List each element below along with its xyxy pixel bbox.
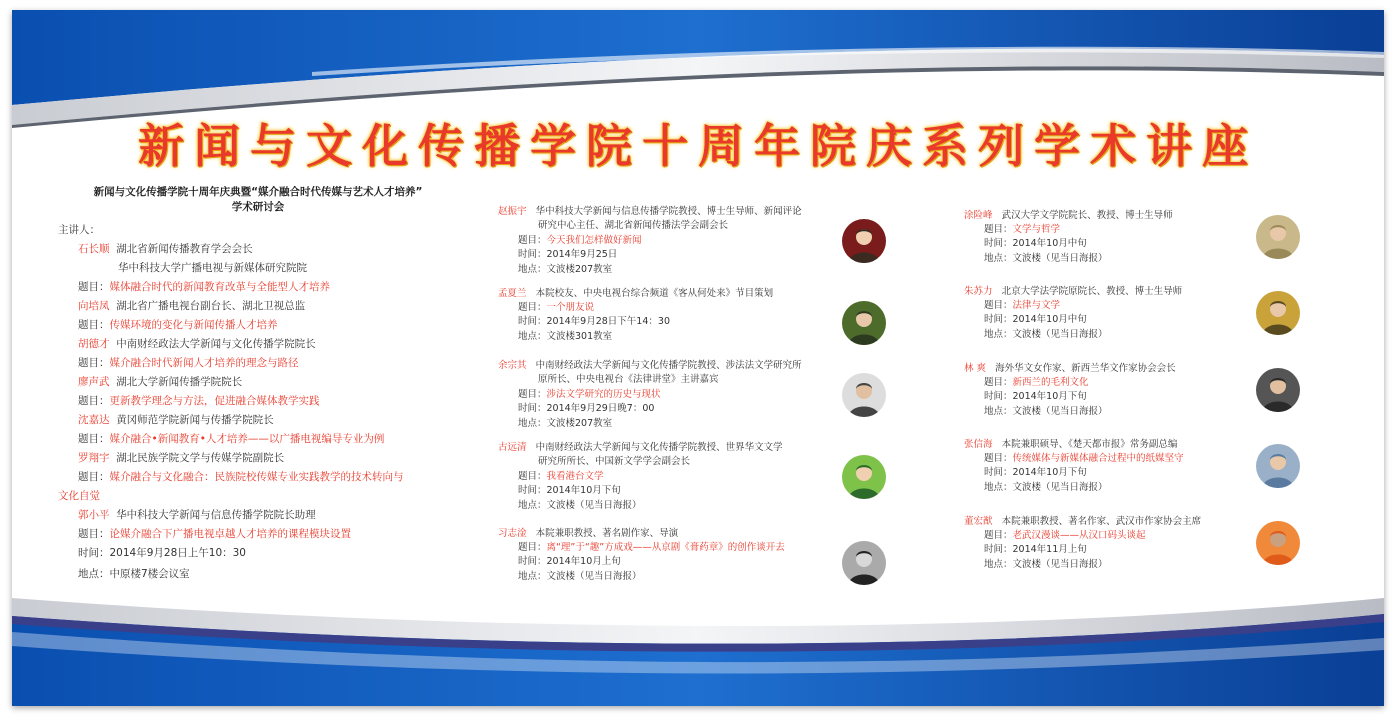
lecturer-photo — [1256, 368, 1300, 412]
speaker-affiliation: 湖北省广播电视台副台长、湖北卫视总监 — [116, 300, 306, 312]
speaker-name: 罗翔宇 — [78, 452, 110, 464]
lecturer-affiliation: 研究所所长、中国新文学学会副会长 — [538, 456, 691, 467]
lecture-line — [984, 541, 1087, 555]
lecturer-name: 朱苏力 — [964, 286, 993, 297]
lecture-line — [984, 311, 1087, 325]
lecturer-photo — [842, 541, 886, 585]
topic-line — [78, 282, 330, 293]
topic-label: 题目： — [78, 319, 110, 331]
symposium-heading: 新闻与文化传播学院十周年庆典暨“媒介融合时代传媒与艺术人才培养” — [93, 186, 423, 198]
poster-title: 新闻与文化传播学院十周年院庆系列学术讲座 — [138, 119, 1258, 173]
lecture-line — [518, 468, 604, 482]
topic-text: 媒体融合时代的新闻教育改革与全能型人才培养 — [109, 281, 330, 293]
topic-label: 题目： — [78, 433, 110, 445]
lecture-line — [984, 403, 1108, 417]
lecture-line — [984, 374, 1089, 388]
lecture-line — [498, 439, 783, 453]
speaker-entry — [78, 339, 316, 350]
lecture-time: 时间：2014年10月下旬 — [984, 391, 1087, 402]
lecture-time: 时间：2014年9月28日下午14：30 — [518, 316, 670, 327]
topic-label: 题目： — [78, 357, 110, 369]
lecture-line — [518, 386, 661, 400]
topic-line — [78, 434, 384, 445]
lecturer-affiliation: 北京大学法学院原院长、教授、博士生导师 — [1001, 286, 1183, 297]
lecture-line — [518, 246, 617, 260]
lecturer-name: 董宏猷 — [964, 516, 993, 527]
lecturer-name: 赵振宇 — [498, 206, 527, 217]
topic-text: 涉法文学研究的历史与现状 — [546, 389, 661, 400]
topic-text-continued: 文化自觉 — [58, 490, 100, 502]
lecturer-photo — [842, 455, 886, 499]
topic-line — [78, 396, 320, 407]
lecture-line — [964, 283, 1182, 297]
lecturer-photo — [842, 373, 886, 417]
speaker-affiliation: 湖北民族学院文学与传媒学院副院长 — [116, 452, 285, 464]
lecture-line — [518, 553, 621, 567]
lecture-line — [538, 217, 728, 231]
lecturer-photo — [1256, 521, 1300, 565]
topic-line — [78, 320, 278, 331]
speaker-name: 石长顺 — [78, 243, 110, 255]
lecture-line — [984, 556, 1108, 570]
topic-text: 一个朋友说 — [546, 302, 595, 313]
lecturer-name: 涂险峰 — [964, 210, 993, 221]
lecture-line — [984, 388, 1087, 402]
topic-text: 离“理”于“趣”方成戏——从京剧《膏药章》的创作谈开去 — [546, 542, 785, 553]
speaker-name: 廖声武 — [78, 376, 110, 388]
lecturer-photo — [842, 301, 886, 345]
speaker-name: 沈嘉达 — [78, 414, 110, 426]
lecture-place: 地点：文波楼301教室 — [518, 331, 613, 342]
speaker-affiliation: 中南财经政法大学新闻与文化传播学院院长 — [116, 338, 316, 350]
speaker-entry — [78, 377, 242, 388]
symposium-place: 地点：中原楼7楼会议室 — [78, 568, 190, 580]
lecture-line — [964, 513, 1201, 527]
lecture-line — [538, 371, 719, 385]
lecture-line — [984, 464, 1087, 478]
topic-label: 题目： — [78, 281, 110, 293]
speaker-affiliation: 华中科技大学广播电视与新媒体研究院院 — [118, 262, 307, 274]
poster-board — [12, 10, 1384, 706]
lecturer-affiliation: 武汉大学文学院院长、教授、博士生导师 — [1001, 210, 1173, 221]
lecture-line — [538, 453, 690, 467]
topic-label: 题目： — [78, 395, 110, 407]
speaker-name: 胡德才 — [78, 338, 110, 350]
lecturer-name: 古远清 — [498, 442, 527, 453]
lecturer-affiliation: 研究中心主任、湖北省新闻传播法学会副会长 — [538, 220, 729, 231]
topic-text: 今天我们怎样做好新闻 — [546, 235, 642, 246]
speaker-affiliation: 湖北大学新闻传播学院院长 — [116, 376, 243, 388]
topic-label: 题目： — [518, 471, 547, 482]
speaker-entry — [78, 301, 305, 312]
topic-text: 传统媒体与新媒体融合过程中的纸媒坚守 — [1012, 453, 1184, 464]
speaker-affiliation: 湖北省新闻传播教育学会会长 — [116, 243, 253, 255]
lecture-place: 地点：文波楼（见当日海报） — [518, 571, 642, 582]
lecture-line — [984, 450, 1184, 464]
topic-line — [78, 358, 299, 369]
lecture-line — [964, 360, 1176, 374]
lecture-time: 时间：2014年10月上旬 — [518, 556, 621, 567]
topic-label: 题目： — [984, 300, 1013, 311]
topic-text: 新西兰的毛利文化 — [1012, 377, 1089, 388]
lecture-line — [518, 328, 612, 342]
topic-label: 题目： — [78, 528, 110, 540]
lecture-line — [984, 235, 1087, 249]
speaker-entry — [78, 453, 284, 464]
lecture-line — [498, 203, 802, 217]
topic-text: 老武汉漫谈——从汉口码头谈起 — [1012, 530, 1146, 541]
topic-label: 题目： — [984, 224, 1013, 235]
lecture-time: 时间：2014年11月上旬 — [984, 544, 1087, 555]
topic-line — [78, 472, 404, 483]
lecturer-photo — [1256, 444, 1300, 488]
lecture-time: 时间：2014年10月下旬 — [984, 467, 1087, 478]
topic-label: 题目： — [984, 530, 1013, 541]
lecture-line — [518, 232, 642, 246]
lecturer-affiliation: 原所长、中央电视台《法律讲堂》主讲嘉宾 — [538, 374, 719, 385]
lecture-time: 时间：2014年10月中旬 — [984, 238, 1087, 249]
topic-label: 题目： — [518, 235, 547, 246]
topic-text: 媒介融合与文化融合：民族院校传媒专业实践教学的技术转向与 — [109, 471, 404, 483]
lecture-line — [518, 415, 612, 429]
speaker-name: 郭小平 — [78, 509, 110, 521]
lecturer-affiliation: 华中科技大学新闻与信息传播学院教授、博士生导师、新闻评论 — [535, 206, 802, 217]
speaker-entry — [78, 244, 253, 255]
lecturer-photo — [1256, 215, 1300, 259]
speaker-affiliation: 华中科技大学新闻与信息传播学院院长助理 — [116, 509, 316, 521]
lecture-place: 地点：文波楼207教室 — [518, 418, 613, 429]
lecture-line — [964, 436, 1177, 450]
lecture-line — [518, 482, 621, 496]
topic-label: 题目： — [518, 302, 547, 313]
lecturer-photo — [842, 219, 886, 263]
topic-text: 法律与文学 — [1012, 300, 1061, 311]
lecture-line — [984, 479, 1108, 493]
lecturer-affiliation: 本院兼职教授、著名剧作家、导演 — [535, 528, 679, 539]
symposium-subheading: 学术研讨会 — [231, 201, 285, 213]
lecture-time: 时间：2014年10月下旬 — [518, 485, 621, 496]
speakers-label: 主讲人： — [58, 224, 100, 236]
lecture-line — [984, 326, 1108, 340]
topic-label: 题目： — [518, 542, 547, 553]
lecturer-name: 孟夏兰 — [498, 288, 527, 299]
topic-text: 媒介融合•新闻教育•人才培养——以广播电视编导专业为例 — [109, 433, 385, 445]
lecture-line — [518, 497, 642, 511]
lecture-line — [518, 400, 654, 414]
lecture-place: 地点：文波楼207教室 — [518, 264, 613, 275]
lecturer-photo — [1256, 291, 1300, 335]
lecture-place: 地点：文波楼（见当日海报） — [984, 559, 1108, 570]
topic-text: 更新教学理念与方法，促进融合媒体教学实践 — [109, 395, 320, 407]
lecturer-affiliation: 中南财经政法大学新闻与文化传播学院教授、涉法法文学研究所 — [535, 360, 802, 371]
topic-line — [78, 529, 351, 540]
lecture-place: 地点：文波楼（见当日海报） — [984, 406, 1108, 417]
lecturer-name: 余宗其 — [498, 360, 527, 371]
lecture-line — [518, 313, 670, 327]
lecture-line — [518, 299, 594, 313]
topic-text: 传媒环境的变化与新闻传播人才培养 — [109, 319, 278, 331]
speaker-entry — [78, 415, 274, 426]
lecture-line — [984, 221, 1060, 235]
lecture-place: 地点：文波楼（见当日海报） — [984, 482, 1108, 493]
topic-label: 题目： — [78, 471, 110, 483]
topic-text: 文学与哲学 — [1012, 224, 1061, 235]
lecture-time: 时间：2014年10月中旬 — [984, 314, 1087, 325]
lecture-line — [498, 285, 773, 299]
topic-label: 题目： — [984, 453, 1013, 464]
topic-text: 论媒介融合下广播电视卓越人才培养的课程模块设置 — [109, 528, 351, 540]
lecture-time: 时间：2014年9月25日 — [518, 249, 618, 260]
topic-label: 题目： — [984, 377, 1013, 388]
lecturer-name: 习志淦 — [498, 528, 527, 539]
lecture-line — [984, 297, 1060, 311]
lecturer-name: 张信海 — [964, 439, 993, 450]
lecture-line — [964, 207, 1173, 221]
speaker-affiliation: 黄冈师范学院新闻与传播学院院长 — [116, 414, 274, 426]
lecture-line — [984, 250, 1108, 264]
lecturer-name: 林 爽 — [964, 363, 987, 374]
lecture-line — [518, 261, 612, 275]
symposium-section — [58, 185, 458, 580]
lecture-place: 地点：文波楼（见当日海报） — [984, 329, 1108, 340]
symposium-time: 时间：2014年9月28日上午10：30 — [78, 547, 246, 559]
lecturer-affiliation: 本院兼职硕导、《楚天都市报》常务副总编 — [1001, 439, 1178, 450]
lecturer-affiliation: 本院校友、中央电视台综合频道《客从何处来》节目策划 — [535, 288, 774, 299]
lecturer-affiliation: 海外华文女作家、新西兰华文作家协会会长 — [995, 363, 1176, 374]
lecture-time: 时间：2014年9月29日晚7：00 — [518, 403, 655, 414]
topic-label: 题目： — [518, 389, 547, 400]
speaker-entry — [78, 510, 316, 521]
lecture-line — [498, 525, 678, 539]
lecture-place: 地点：文波楼（见当日海报） — [518, 500, 642, 511]
topic-text: 媒介融合时代新闻人才培养的理念与路径 — [109, 357, 299, 369]
lecturer-affiliation: 中南财经政法大学新闻与文化传播学院教授、世界华文文学 — [535, 442, 783, 453]
lecture-line — [518, 539, 785, 553]
lecturer-affiliation: 本院兼职教授、著名作家、武汉市作家协会主席 — [1001, 516, 1202, 527]
lecture-line — [518, 568, 642, 582]
lecture-place: 地点：文波楼（见当日海报） — [984, 253, 1108, 264]
speaker-name: 向培凤 — [78, 300, 110, 312]
topic-text: 我看港台文学 — [546, 471, 604, 482]
lecture-line — [984, 527, 1146, 541]
lecture-line — [498, 357, 802, 371]
